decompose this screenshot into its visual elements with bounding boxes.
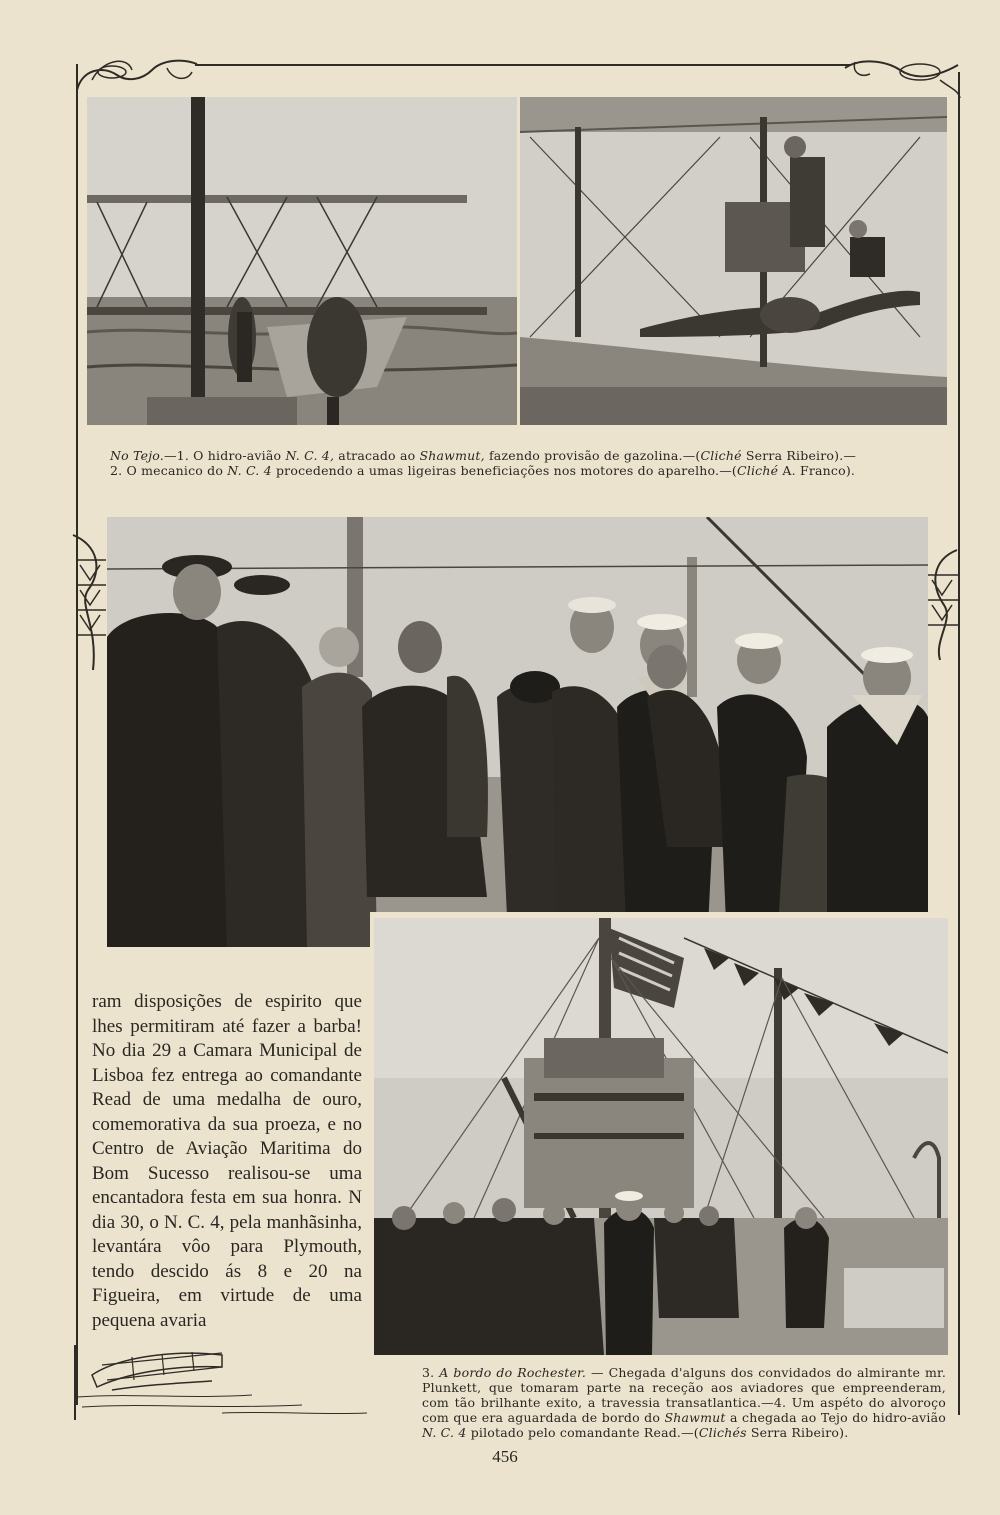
caption-top-credit-2: A. Franco).: [778, 463, 856, 478]
caption-top-line-1: [110, 448, 932, 463]
caption-bottom-photos: [422, 1365, 946, 1440]
photo-aboard-rochester: [370, 912, 948, 1355]
caption-bottom-text-a: — Chegada d'alguns dos convidados do almirante mr. Plunkett, que tomaram parte na receção aos aviadores que empreenderam, com tão brilhante exito, a travessia transatlantica.—4. Um aspéto do alvoroço com que era aguardada de bordo do: [422, 1365, 946, 1425]
caption-top-text-e: procedendo a umas ligeiras beneficiações nos motores do aparelho.—(: [271, 463, 737, 478]
caption-top-photos: [110, 448, 932, 478]
caption-top-cliche-1: Cliché: [700, 448, 742, 463]
seaplane-refuelling-image: [87, 97, 517, 425]
photo-guests-arriving: [107, 517, 928, 947]
caption-bottom-credit: Serra Ribeiro).: [746, 1425, 849, 1440]
caption-bottom-text-b: a chegada ao Tejo do hidro-avião: [725, 1410, 946, 1425]
caption-top-text-d: 2. O mecanico do: [110, 463, 228, 478]
seaplane-vignette: [72, 1335, 372, 1425]
caption-bottom-text-c: pilotado pelo comandante Read.—(: [466, 1425, 699, 1440]
corner-ornament-top-right: [840, 50, 965, 100]
caption-top-text-b: atracado ao: [334, 448, 420, 463]
caption-top-plane-name-2: N. C. 4: [227, 463, 272, 478]
caption-bottom-number: 3.: [422, 1365, 440, 1380]
article-body-text: [92, 990, 362, 1333]
photo-mechanic-engine: [520, 97, 947, 425]
caption-bottom-ship-name: Shawmut: [664, 1410, 726, 1425]
caption-top-place: No Tejo.: [110, 448, 164, 463]
guests-arriving-image: [107, 517, 928, 947]
article-paragraph: ram disposições de espirito que lhes permitiram até fazer a barba! No dia 29 a Camara Municipal de Lisboa fez entrega ao comandante Read de uma medalha de ouro, comemorativa da sua proeza, e no Centro de Aviação Maritima do Bom Sucesso realisou-se uma encantadora festa em sua honra. N dia 30, o N. C. 4, pela manhãsinha, levantára vôo para Plymouth, tendo descido ás 8 e 20 na Figueira, em virtude de uma pequena avaria: [92, 991, 362, 1331]
page-number: 456: [492, 1447, 518, 1466]
caption-top-text-a: —1. O hidro-avião: [163, 448, 286, 463]
corner-ornament-top-left: [72, 50, 202, 95]
caption-top-line-2: [110, 463, 932, 478]
caption-bottom-cliches: Clichés: [698, 1425, 747, 1440]
caption-top-plane-name: N. C. 4,: [285, 448, 335, 463]
caption-bottom-plane-name: N. C. 4: [422, 1425, 467, 1440]
mechanic-engine-image: [520, 97, 947, 425]
border-right-rule: [958, 72, 960, 1415]
caption-top-credit-1: Serra Ribeiro).—: [741, 448, 857, 463]
aboard-rochester-image: [374, 918, 948, 1355]
caption-top-text-c: fazendo provisão de gazolina.—(: [484, 448, 701, 463]
border-top-rule: [195, 64, 850, 66]
side-ornament-right: [922, 545, 967, 665]
caption-bottom-title: A bordo do Rochester.: [439, 1365, 587, 1380]
caption-top-ship-name: Shawmut,: [419, 448, 485, 463]
caption-top-cliche-2: Cliché: [736, 463, 779, 478]
photo-seaplane-refuelling: [87, 97, 517, 425]
border-left-rule: [76, 64, 78, 1405]
